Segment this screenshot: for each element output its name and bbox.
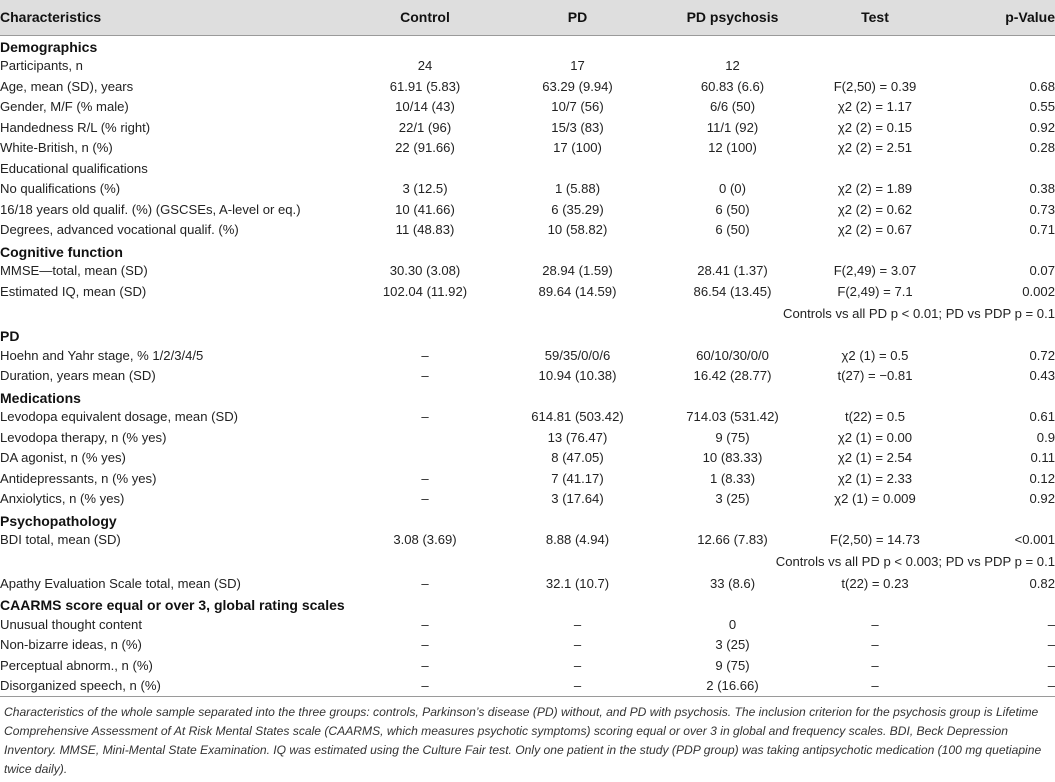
table-cell: χ2 (2) = 0.15	[837, 119, 913, 135]
section-title: Demographics	[0, 39, 98, 55]
table-cell: 0.61	[1029, 409, 1055, 425]
row-label: Gender, M/F (% male)	[0, 99, 129, 115]
table-cell: 6/6 (50)	[709, 99, 756, 115]
table-cell: –	[421, 470, 429, 486]
table-cell: –	[573, 657, 582, 673]
table-cell: 10 (83.33)	[702, 450, 763, 466]
table-row	[0, 366, 1055, 387]
table-cell: 714.03 (531.42)	[686, 409, 779, 425]
row-label: Estimated IQ, mean (SD)	[0, 283, 147, 299]
table-cell	[665, 158, 800, 179]
table-cell: 10/14 (43)	[395, 99, 455, 115]
table-cell: 28.41 (1.37)	[697, 263, 768, 279]
table-cell: 0.82	[1029, 575, 1055, 591]
table-cell: 63.29 (9.94)	[542, 78, 613, 94]
table-cell: 3.08 (3.69)	[393, 532, 457, 548]
table-body	[0, 35, 1055, 696]
table-cell: 9 (75)	[715, 657, 750, 673]
table-cell: 3 (25)	[715, 637, 750, 653]
table-row	[0, 489, 1055, 510]
table-cell: 16.42 (28.77)	[693, 368, 772, 384]
table-row	[0, 448, 1055, 469]
table-cell: χ2 (2) = 0.62	[837, 201, 913, 217]
table-cell: –	[421, 657, 429, 673]
table-cell: 12 (100)	[708, 140, 757, 156]
table-cell: –	[1047, 657, 1055, 673]
table-cell: 0.55	[1029, 99, 1055, 115]
row-label: Participants, n	[0, 58, 83, 74]
header-control: Control	[360, 0, 490, 35]
table-cell: 6 (50)	[715, 201, 750, 217]
table-cell: 12.66 (7.83)	[697, 532, 768, 548]
table-cell: 17 (100)	[553, 140, 602, 156]
table-cell: 0.12	[1029, 470, 1055, 486]
table-cell	[490, 158, 665, 179]
section-header-row	[0, 386, 1055, 407]
table-cell: χ2 (1) = 2.33	[837, 470, 913, 486]
row-label: Unusual thought content	[0, 616, 142, 632]
table-row	[0, 614, 1055, 635]
header-p-value: p-Value	[950, 0, 1055, 35]
table-cell: F(2,50) = 0.39	[833, 78, 917, 94]
table-row	[0, 655, 1055, 676]
row-label: MMSE—total, mean (SD)	[0, 263, 148, 279]
comparison-note-row	[0, 550, 1055, 573]
table-row	[0, 199, 1055, 220]
comparison-note: Controls vs all PD p < 0.003; PD vs PDP p = 0.1	[775, 554, 1055, 569]
table-cell: 10 (41.66)	[395, 201, 455, 217]
table-cell: 10 (58.82)	[547, 222, 608, 238]
table-cell: 3 (25)	[715, 491, 750, 507]
table-cell: <0.001	[1014, 532, 1055, 548]
table-row	[0, 97, 1055, 118]
table-cell	[800, 56, 950, 77]
section-title: Psychopathology	[0, 512, 117, 529]
table-cell	[360, 158, 490, 179]
table-cell: –	[421, 347, 429, 363]
table-row	[0, 281, 1055, 302]
section-header-row	[0, 240, 1055, 261]
table-cell: χ2 (2) = 2.51	[837, 140, 913, 156]
table-cell: 0.07	[1029, 263, 1055, 279]
row-label: Handedness R/L (% right)	[0, 119, 151, 135]
table-cell: 0.38	[1029, 181, 1055, 197]
table-cell: 59/35/0/0/6	[544, 347, 611, 363]
table-cell: F(2,50) = 14.73	[830, 532, 920, 548]
table-cell: 30.30 (3.08)	[389, 263, 461, 279]
table-cell: 61.91 (5.83)	[389, 78, 461, 94]
table-cell: 0.68	[1029, 78, 1055, 94]
table-cell: –	[573, 637, 582, 653]
table-cell: 32.1 (10.7)	[545, 575, 610, 591]
header-pd-psychosis: PD psychosis	[665, 0, 800, 35]
table-cell: 0.002	[1022, 283, 1055, 299]
table-cell: 60/10/30/0/0	[696, 347, 769, 363]
table-cell: 0.92	[1029, 119, 1055, 135]
table-cell: 11/1 (92)	[706, 119, 759, 135]
header-characteristics: Characteristics	[0, 0, 360, 35]
table-cell: 0.92	[1029, 491, 1055, 507]
row-label: Disorganized speech, n (%)	[0, 676, 360, 697]
table-cell: –	[871, 616, 879, 632]
comparison-note: Controls vs all PD p < 0.01; PD vs PDP p = 0.1	[783, 305, 1055, 321]
row-label: Antidepressants, n (% yes)	[0, 470, 157, 486]
row-label: No qualifications (%)	[0, 181, 121, 197]
table-cell: –	[573, 616, 582, 632]
section-header-row	[0, 594, 1055, 615]
section-header-row	[0, 509, 1055, 530]
table-cell: χ2 (1) = 0.00	[837, 429, 913, 445]
row-label: Hoehn and Yahr stage, % 1/2/3/4/5	[0, 347, 204, 363]
table-cell: –	[871, 657, 879, 673]
table-cell	[950, 158, 1055, 179]
header-test: Test	[800, 0, 950, 35]
table-cell: –	[421, 491, 429, 507]
header-pd: PD	[490, 0, 665, 35]
table-cell: 28.94 (1.59)	[542, 263, 613, 279]
table-cell: –	[421, 616, 429, 632]
section-title: PD	[0, 328, 20, 345]
table-cell	[950, 56, 1055, 77]
table-cell: 24	[417, 58, 433, 74]
table-caption: Characteristics of the whole sample separated into the three groups: controls, Parkinson’s disease (PD) without, and PD with psychosis. The inclusion criterion for the psychosis group is Lifetime Comprehensive Assessment of At Risk Mental States scale (CAARMS, which measures psychotic symptoms) scoring equal or over 3 in global and frequency scales. BDI, Beck Depression Inventory. MMSE, Mini-Mental State Examination. IQ was estimated using the Culture Fair test. Only one patient in the study (PDP group) was taking antipsychotic medication (100 mg quetiapine twice daily).	[4, 704, 1042, 776]
table-cell: t(22) = 0.23	[841, 575, 909, 591]
table-cell: χ2 (1) = 2.54	[837, 450, 913, 466]
table-cell: 22 (91.66)	[395, 140, 455, 156]
section-title: CAARMS score equal or over 3, global rating scales	[0, 597, 345, 614]
table-cell	[360, 427, 490, 448]
table-row	[0, 261, 1055, 282]
table-row	[0, 117, 1055, 138]
table-row	[0, 573, 1055, 594]
section-header-row	[0, 325, 1055, 346]
table-cell: –	[871, 637, 879, 653]
table-row	[0, 158, 1055, 179]
table-cell: χ2 (1) = 0.009	[834, 491, 916, 507]
table-row	[0, 676, 1055, 697]
section-title: Medications	[0, 389, 81, 406]
table-row	[0, 427, 1055, 448]
table-cell: χ2 (2) = 0.67	[837, 222, 913, 238]
table-cell	[800, 158, 950, 179]
row-label: Anxiolytics, n (% yes)	[0, 491, 125, 507]
table-cell: 0 (0)	[719, 181, 746, 197]
table-cell: 102.04 (11.92)	[382, 283, 468, 299]
table-cell: –	[421, 637, 429, 653]
table-cell: 0.72	[1029, 347, 1055, 363]
table-row	[0, 76, 1055, 97]
table-cell: –	[421, 409, 429, 425]
table-cell: 0.28	[1029, 140, 1055, 156]
row-label: BDI total, mean (SD)	[0, 532, 121, 548]
row-label: Educational qualifications	[0, 160, 148, 176]
table-cell: 86.54 (13.45)	[693, 283, 772, 299]
table-cell: 17	[570, 58, 585, 74]
table-cell: –	[1047, 637, 1055, 653]
table-row	[0, 407, 1055, 428]
table-cell: 9 (75)	[715, 429, 750, 445]
row-label: Perceptual abnorm., n (%)	[0, 657, 153, 673]
table-row	[0, 345, 1055, 366]
table-cell: t(27) = −0.81	[837, 368, 913, 384]
table-cell: –	[421, 368, 429, 384]
table-cell: F(2,49) = 7.1	[837, 283, 913, 299]
table-cell: 10.94 (10.38)	[538, 368, 617, 384]
table-cell: 614.81 (503.42)	[531, 409, 624, 425]
table-cell: 8 (47.05)	[551, 450, 604, 466]
table-row	[0, 635, 1055, 656]
table-cell: –	[490, 676, 665, 697]
table-cell: 8.88 (4.94)	[545, 532, 610, 548]
section-header-row	[0, 35, 1055, 56]
table-cell: 12	[725, 58, 740, 74]
table-cell: 0.73	[1029, 201, 1055, 217]
row-label: Age, mean (SD), years	[0, 78, 134, 94]
row-label: DA agonist, n (% yes)	[0, 450, 126, 466]
table-row	[0, 530, 1055, 551]
table-cell: χ2 (2) = 1.17	[837, 99, 913, 115]
table-cell: F(2,49) = 3.07	[833, 263, 917, 279]
table-cell: 0.43	[1029, 368, 1055, 384]
table-cell: 22/1 (96)	[398, 119, 452, 135]
table-cell: χ2 (1) = 0.5	[841, 347, 909, 363]
table-cell: 6 (35.29)	[551, 201, 604, 217]
row-label: Degrees, advanced vocational qualif. (%)	[0, 222, 239, 238]
table-cell: –	[1047, 616, 1055, 632]
table-cell: 15/3 (83)	[551, 119, 604, 135]
row-label: Apathy Evaluation Scale total, mean (SD)	[0, 575, 241, 591]
row-label: Non-bizarre ideas, n (%)	[0, 637, 142, 653]
table-cell: –	[421, 575, 429, 591]
table-cell: t(22) = 0.5	[844, 409, 906, 425]
table-cell: 2 (16.66)	[665, 676, 800, 697]
table-row	[0, 468, 1055, 489]
table-cell: 11 (48.83)	[395, 222, 455, 238]
table-cell: –	[360, 676, 490, 697]
table-cell: 0.71	[1029, 222, 1055, 238]
table-cell: 7 (41.17)	[551, 470, 604, 486]
table-header-row	[0, 0, 1055, 35]
table-row	[0, 138, 1055, 159]
table-cell	[360, 448, 490, 469]
section-title: Cognitive function	[0, 243, 123, 260]
table-cell: 1 (5.88)	[554, 181, 601, 197]
row-label: Levodopa therapy, n (% yes)	[0, 429, 167, 445]
table-cell: 89.64 (14.59)	[538, 283, 617, 299]
table-cell: χ2 (2) = 1.89	[837, 181, 913, 197]
table-cell: 3 (17.64)	[551, 491, 604, 507]
table-cell: –	[800, 676, 950, 697]
table-cell: 3 (12.5)	[402, 181, 448, 197]
table-cell: –	[950, 676, 1055, 697]
comparison-note-row	[0, 302, 1055, 325]
table-cell: 60.83 (6.6)	[700, 78, 765, 94]
table-cell: 1 (8.33)	[709, 470, 756, 486]
table-cell: 0.9	[1036, 429, 1055, 445]
row-label: Duration, years mean (SD)	[0, 368, 156, 384]
row-label: White-British, n (%)	[0, 140, 113, 156]
table-cell: 0	[728, 616, 737, 632]
table-cell: 0.11	[1030, 450, 1055, 466]
table-row	[0, 56, 1055, 77]
table-row	[0, 220, 1055, 241]
row-label: 16/18 years old qualif. (%) (GSCSEs, A-level or eq.)	[0, 201, 301, 217]
row-label: Levodopa equivalent dosage, mean (SD)	[0, 409, 239, 425]
table-cell: 33 (8.6)	[709, 575, 756, 591]
table-cell: 13 (76.47)	[547, 429, 608, 445]
table-cell: 6 (50)	[715, 222, 750, 238]
table-cell: 10/7 (56)	[551, 99, 604, 115]
table-row	[0, 179, 1055, 200]
